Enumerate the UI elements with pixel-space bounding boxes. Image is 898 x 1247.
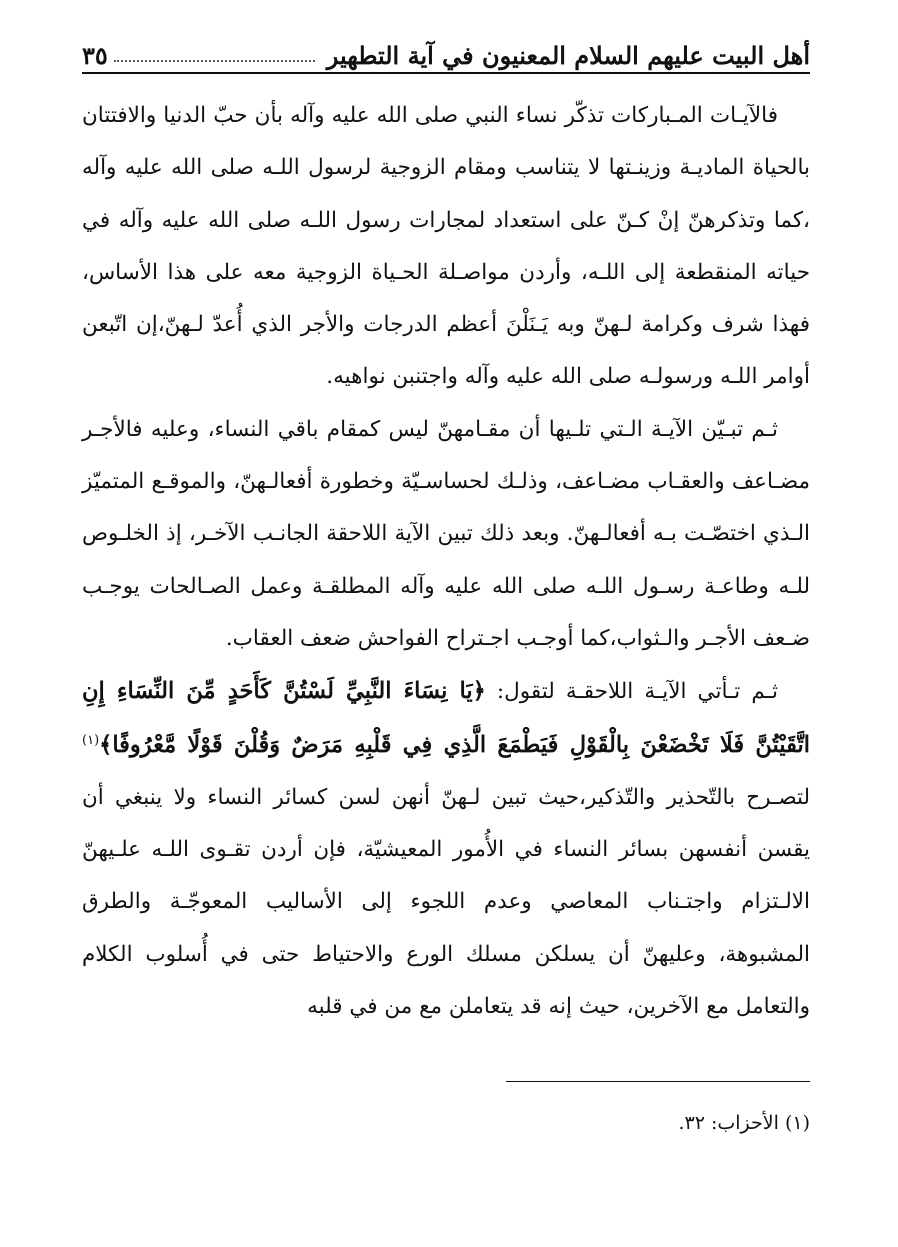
paragraph-1: فالآيـات المـباركات تذكّر نساء النبي صلى الله عليه وآله بأن حبّ الدنيا والافتتان بالحياة الماديـة وزينـتها لا يتناسب ومقام الزوجية لرسول اللـه صلى الله عليه وآله ،كما وتذكرهنّ إنْ كـنّ على استعداد لمجارات رسول اللـه صلى الله عليه وآله في حياته المنقطعة إلى اللـه، وأردن مواصـلة الحـياة الزوجية معه على هذا الأساس، فهذا شرف وكرامة لـهنّ وبه يَـنَلْنَ أعظم الدرجات والأجر الذي أُعدّ لـهنّ،إن اتّبعن أوامر اللـه ورسولـه صلى الله عليه وآله واجتنبن نواهيه. [82, 103, 810, 390]
document-page [82, 0, 810, 1247]
paragraph-2: ثـم تبـيّن الآيـة الـتي تلـيها أن مقـامهنّ ليس كمقام باقي النساء، وعليه فالأجـر مضـاعف والعقـاب مضـاعف، وذلـك لحساسـيّة وخطورة أفعالـهنّ، والموقـع المتميّز الـذي اختصّـت بـه أفعالـهنّ. وبعد ذلك تبين الآية اللاحقة الجانـب الآخـر، إذ الخلـوص للـه وطاعـة رسـول اللـه صلى الله عليه وآله المطلقـة وعمل الصـالحات يوجـب ضـعف الأجـر والـثواب،كما أوجـب اجـتراح الفواحش ضعف العقاب. [82, 416, 810, 651]
header-leader-dots [114, 60, 315, 62]
running-header [82, 30, 810, 70]
paragraph-3-rest: لتصـرح بالتّحذير والتّذكير،حيث تبين لـهنّ أنهن لسن كسائر النساء ولا ينبغي أن يقسن أنفسهن بسائر النساء في الأُمور المعيشيّة، فإن أردن تقـوى اللـه علـيهنّ الالـتزام واجتـناب المعاصي وعدم اللجوء إلى الأساليب المعوجّـة والطرق المشبوهة، وعليهنّ أن يسلكن مسلك الورع والاحتياط حتى في أُسلوب الكلام والتعامل مع الآخرين، حيث إنه قد يتعاملن مع من في قلبه [82, 784, 810, 1020]
footnote-rule [506, 1081, 810, 1082]
footnote: (١) الأحزاب: ٣٢. [678, 1112, 810, 1134]
body-text [82, 90, 810, 1033]
page-number: ٣٥ [82, 41, 108, 70]
header-rule [82, 72, 810, 74]
footnote-reference: (١) [82, 732, 100, 748]
paragraph-3 [82, 665, 810, 1033]
quran-verse: ﴿يَا نِسَاءَ النَّبِيِّ لَسْتُنَّ كَأَحَدٍ مِّنَ النِّسَاءِ إِنِ اتَّقَيْتُنَّ فَلَا تَخْضَعْنَ بِالْقَوْلِ فَيَطْمَعَ الَّذِي فِي قَلْبِهِ مَرَضٌ وَقُلْنَ قَوْلًا مَّعْرُوفًا﴾ [82, 678, 810, 758]
paragraph-3-intro: ثـم تـأتي الآيـة اللاحقـة لتقول: [496, 679, 778, 705]
header-title: أهل البيت عليهم السلام المعنيون في آية التطهير [326, 41, 810, 70]
